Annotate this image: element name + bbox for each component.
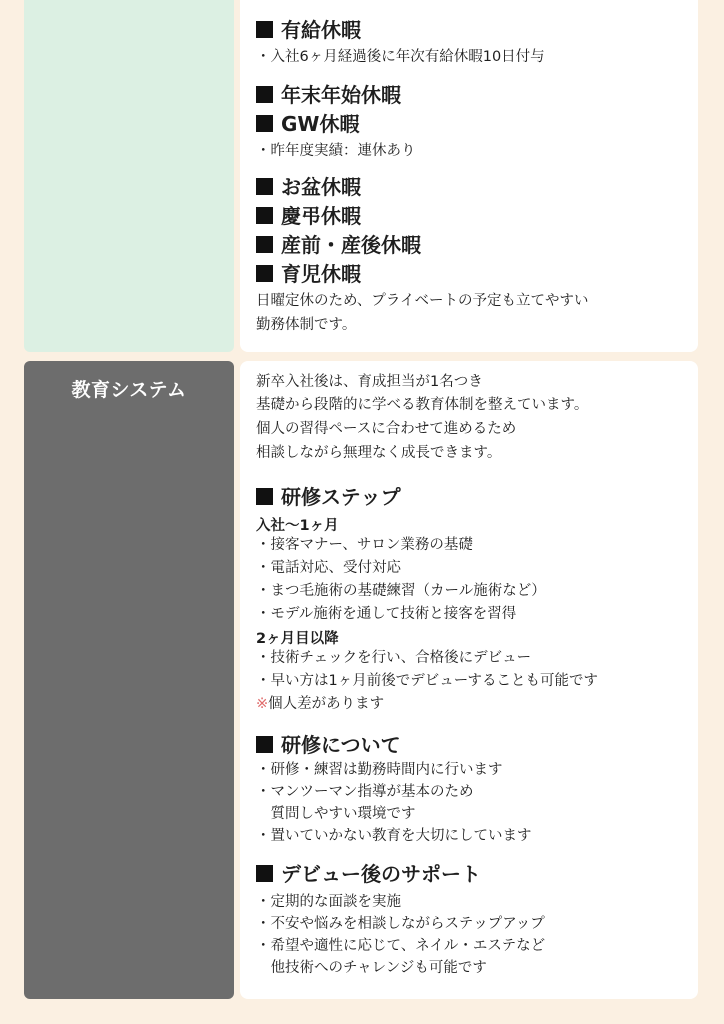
list-item: ・電話対応、受付対応 <box>256 560 401 576</box>
stage2-note <box>256 693 384 715</box>
keicho-leave-heading <box>256 200 361 229</box>
post-debut-support-heading <box>256 858 481 887</box>
square-bullet-icon <box>256 207 273 224</box>
square-bullet-icon <box>256 488 273 505</box>
leave-content-panel <box>240 0 698 352</box>
list-item: ・まつ毛施術の基礎練習（カール施術など） <box>256 583 546 599</box>
list-item: ・マンツーマン指導が基本のため <box>256 784 474 800</box>
heading-text: 産前・産後休暇 <box>281 233 421 257</box>
intro-line: 基礎から段階的に学べる教育体制を整えています。 <box>256 397 589 413</box>
newyear-leave-heading <box>256 79 401 108</box>
square-bullet-icon <box>256 115 273 132</box>
list-item: ・接客マナー、サロン業務の基礎 <box>256 537 473 553</box>
list-item: ・早い方は1ヶ月前後でデビューすることも可能です <box>256 673 598 689</box>
square-bullet-icon <box>256 236 273 253</box>
heading-text: お盆休暇 <box>281 175 361 199</box>
square-bullet-icon <box>256 178 273 195</box>
heading-text: 年末年始休暇 <box>281 83 401 107</box>
gw-leave-detail: ・昨年度実績：連休あり <box>256 143 416 159</box>
gw-leave-heading <box>256 108 359 137</box>
list-item: 質問しやすい環境です <box>256 806 416 822</box>
heading-text: 有給休暇 <box>281 18 361 42</box>
note-mark: ※ <box>256 696 269 712</box>
paid-leave-detail: ・入社6ヶ月経過後に年次有給休暇10日付与 <box>256 49 545 65</box>
list-item: ・置いていかない教育を大切にしています <box>256 828 532 844</box>
square-bullet-icon <box>256 21 273 38</box>
education-label-panel <box>24 361 234 999</box>
list-item: ・研修・練習は勤務時間内に行います <box>256 762 503 778</box>
heading-text: 育児休暇 <box>281 262 361 286</box>
list-item: 他技術へのチャレンジも可能です <box>256 960 487 976</box>
education-content-panel <box>240 361 698 999</box>
list-item: ・定期的な面談を実施 <box>256 894 401 910</box>
list-item: ・不安や悩みを相談しながらステップアップ <box>256 916 545 932</box>
heading-text: 研修ステップ <box>281 485 401 509</box>
leave-label-panel <box>24 0 234 352</box>
list-item: ・技術チェックを行い、合格後にデビュー <box>256 650 532 666</box>
childcare-leave-heading <box>256 258 361 287</box>
list-item: ・希望や適性に応じて、ネイル・エステなど <box>256 938 546 954</box>
square-bullet-icon <box>256 86 273 103</box>
stage2-title: 2ヶ月目以降 <box>256 631 339 647</box>
heading-text: 慶弔休暇 <box>281 204 361 228</box>
education-label: 教育システム <box>71 379 187 401</box>
intro-line: 相談しながら無理なく成長できます。 <box>256 445 502 461</box>
list-item: ・モデル施術を通して技術と接客を習得 <box>256 606 517 622</box>
obon-leave-heading <box>256 171 361 200</box>
maternity-leave-heading <box>256 229 421 258</box>
square-bullet-icon <box>256 265 273 282</box>
heading-text: GW休暇 <box>281 112 360 136</box>
heading-text: デビュー後のサポート <box>281 862 481 886</box>
intro-line: 個人の習得ペースに合わせて進めるため <box>256 421 517 437</box>
stage1-title: 入社〜1ヶ月 <box>256 518 339 534</box>
square-bullet-icon <box>256 865 273 882</box>
square-bullet-icon <box>256 736 273 753</box>
leave-note-line2: 勤務体制です。 <box>256 317 357 333</box>
note-text: 個人差があります <box>268 696 385 712</box>
leave-note-line1: 日曜定休のため、プライベートの予定も立てやすい <box>256 293 589 309</box>
training-steps-heading <box>256 481 401 510</box>
about-training-heading <box>256 729 401 758</box>
intro-line: 新卒入社後は、育成担当が1名つき <box>256 374 483 390</box>
heading-text: 研修について <box>281 733 401 757</box>
paid-leave-heading <box>256 14 361 43</box>
